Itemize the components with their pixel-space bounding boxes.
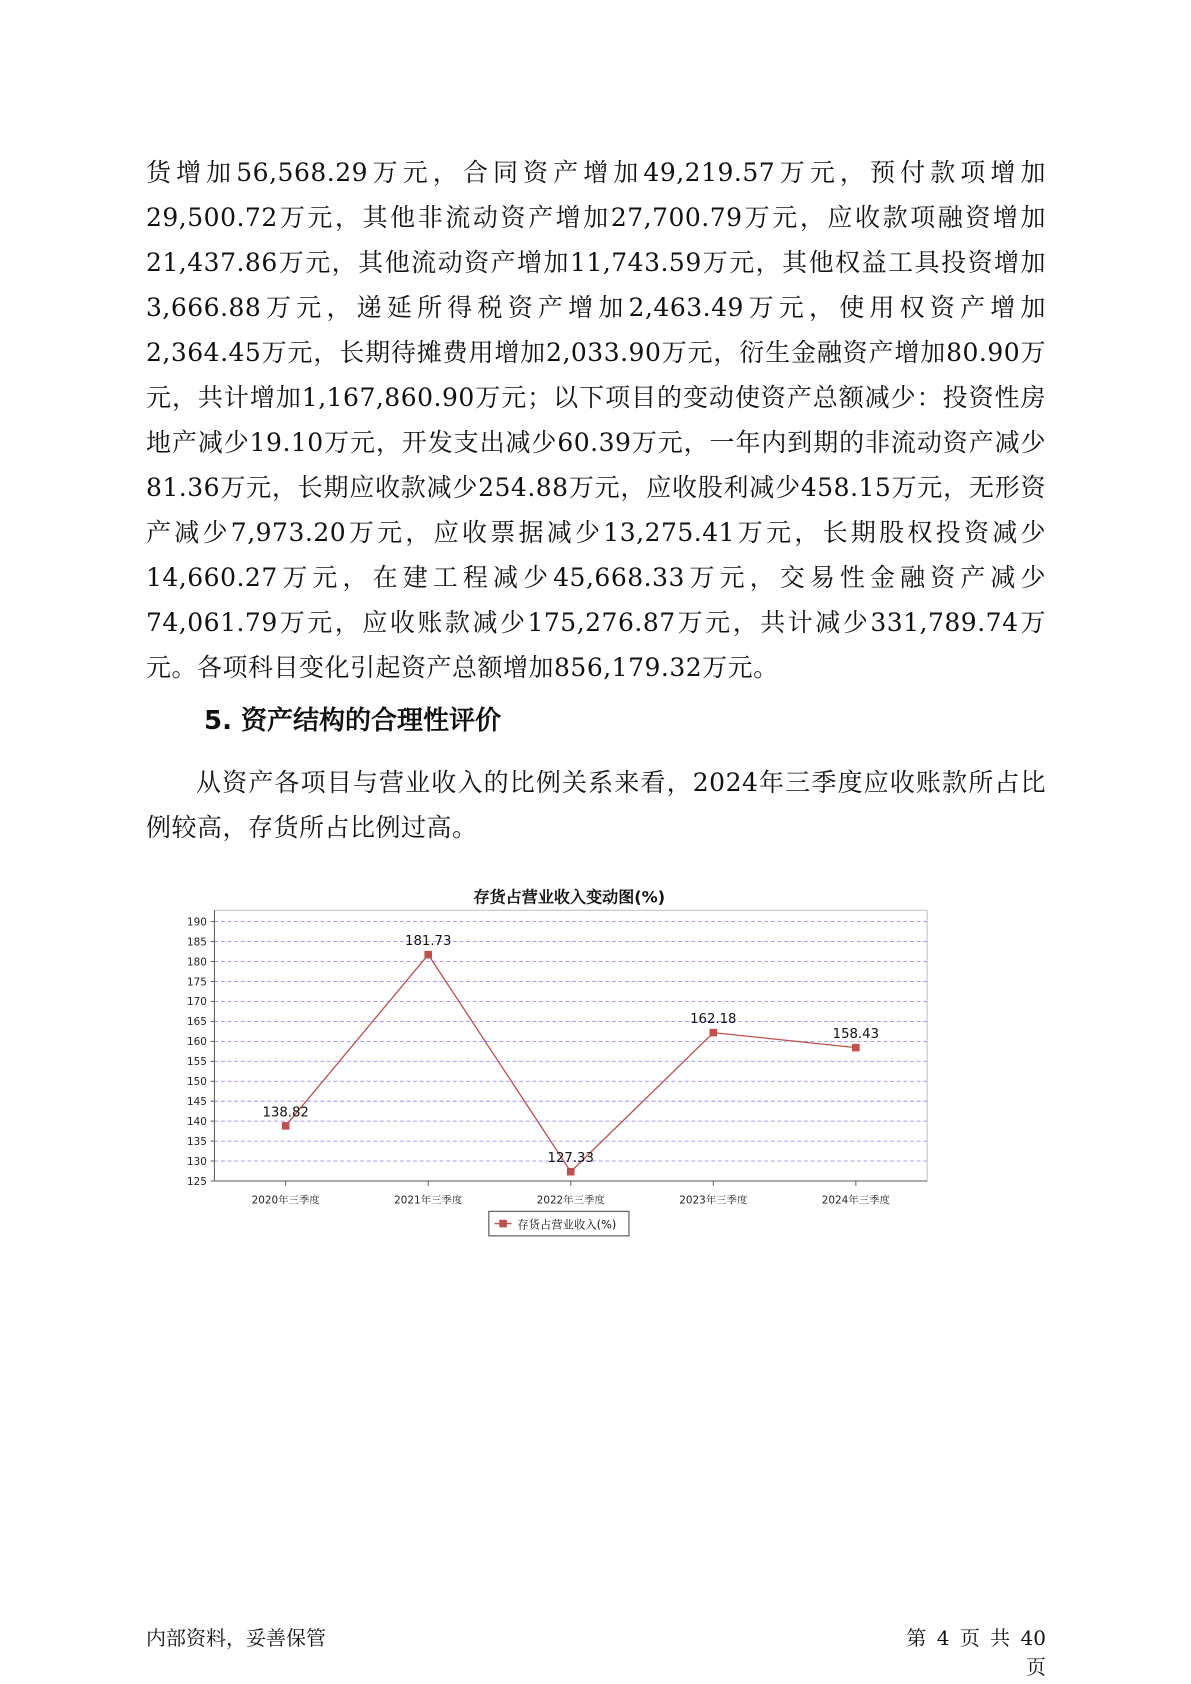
data-label: 158.43 bbox=[832, 1027, 880, 1043]
y-tick-label: 145 bbox=[186, 1095, 207, 1108]
chart-title: 存货占营业收入变动图(%) bbox=[473, 887, 666, 907]
x-tick-label: 2021年三季度 bbox=[394, 1194, 463, 1207]
data-label: 162.18 bbox=[690, 1012, 737, 1028]
y-tick-label: 185 bbox=[186, 936, 207, 949]
chart-canvas bbox=[148, 880, 1038, 1340]
body-paragraph-2: 从资产各项目与营业收入的比例关系来看，2024年三季度应收账款所占比例较高，存货所占比例过高。 bbox=[146, 768, 1046, 842]
y-tick-label: 125 bbox=[186, 1175, 207, 1188]
legend-label: 存货占营业收入(%) bbox=[517, 1217, 617, 1232]
x-tick-label: 2020年三季度 bbox=[251, 1194, 320, 1207]
data-point bbox=[852, 1044, 860, 1052]
y-tick-label: 160 bbox=[186, 1036, 207, 1049]
section-heading: 5. 资产结构的合理性评价 bbox=[204, 706, 502, 736]
x-tick-label: 2022年三季度 bbox=[536, 1194, 605, 1207]
body-paragraph: 货增加56,568.29万元，合同资产增加49,219.57万元，预付款项增加29,500.72万元，其他非流动资产增加27,700.79万元，应收款项融资增加21,437.86万元，其他流动资产增加11,743.59万元，其他权益工具投资增加3,666.88万元，递延所得税资产增加2,463.49万元，使用权资产增加2,364.45万元，长期待摊费用增加2,033.90万元，衍生金融资产增加80.90万元，共计增加1,167,860.90万元；以下项目的变动使资产总额减少：投资性房地产减少19.10万元，开发支出减少60.39万元，一年内到期的非流动资产减少81.36万元，长期应收款减少254.88万元，应收股利减少458.15万元，无形资产减少7,973.20万元，应收票据减少13,275.41万元，长期股权投资减少14,660.27万元，在建工程减少45,668.33万元，交易性金融资产减少74,061.79万元，应收账款减少175,276.87万元，共计减少331,789.74万元。各项科目变化引起资产总额增加856,179.32万元。 bbox=[146, 158, 1046, 682]
plot-area bbox=[214, 910, 927, 1181]
data-point bbox=[282, 1122, 290, 1130]
data-point bbox=[567, 1168, 575, 1176]
y-tick-label: 165 bbox=[186, 1016, 207, 1029]
y-tick-label: 155 bbox=[186, 1056, 207, 1069]
y-tick-label: 175 bbox=[186, 976, 207, 989]
y-tick-label: 150 bbox=[186, 1076, 207, 1089]
x-tick-label: 2023年三季度 bbox=[679, 1194, 748, 1207]
footer-note: 内部资料，妥善保管 bbox=[146, 1626, 326, 1650]
y-tick-label: 135 bbox=[186, 1135, 207, 1148]
data-label: 181.73 bbox=[405, 934, 452, 950]
data-label: 127.33 bbox=[547, 1151, 594, 1167]
data-point bbox=[424, 951, 432, 959]
data-point bbox=[710, 1029, 718, 1037]
y-tick-label: 130 bbox=[186, 1155, 207, 1168]
inventory-ratio-chart bbox=[148, 880, 1038, 1340]
legend-marker bbox=[499, 1220, 507, 1228]
y-tick-label: 180 bbox=[186, 956, 207, 969]
y-tick-label: 140 bbox=[186, 1115, 207, 1128]
x-tick-label: 2024年三季度 bbox=[821, 1194, 890, 1207]
y-tick-label: 170 bbox=[186, 996, 207, 1009]
y-tick-label: 190 bbox=[186, 916, 207, 929]
page-number: 第 4 页 共 40 页 bbox=[906, 1626, 1046, 1679]
data-label: 138.82 bbox=[262, 1105, 309, 1121]
